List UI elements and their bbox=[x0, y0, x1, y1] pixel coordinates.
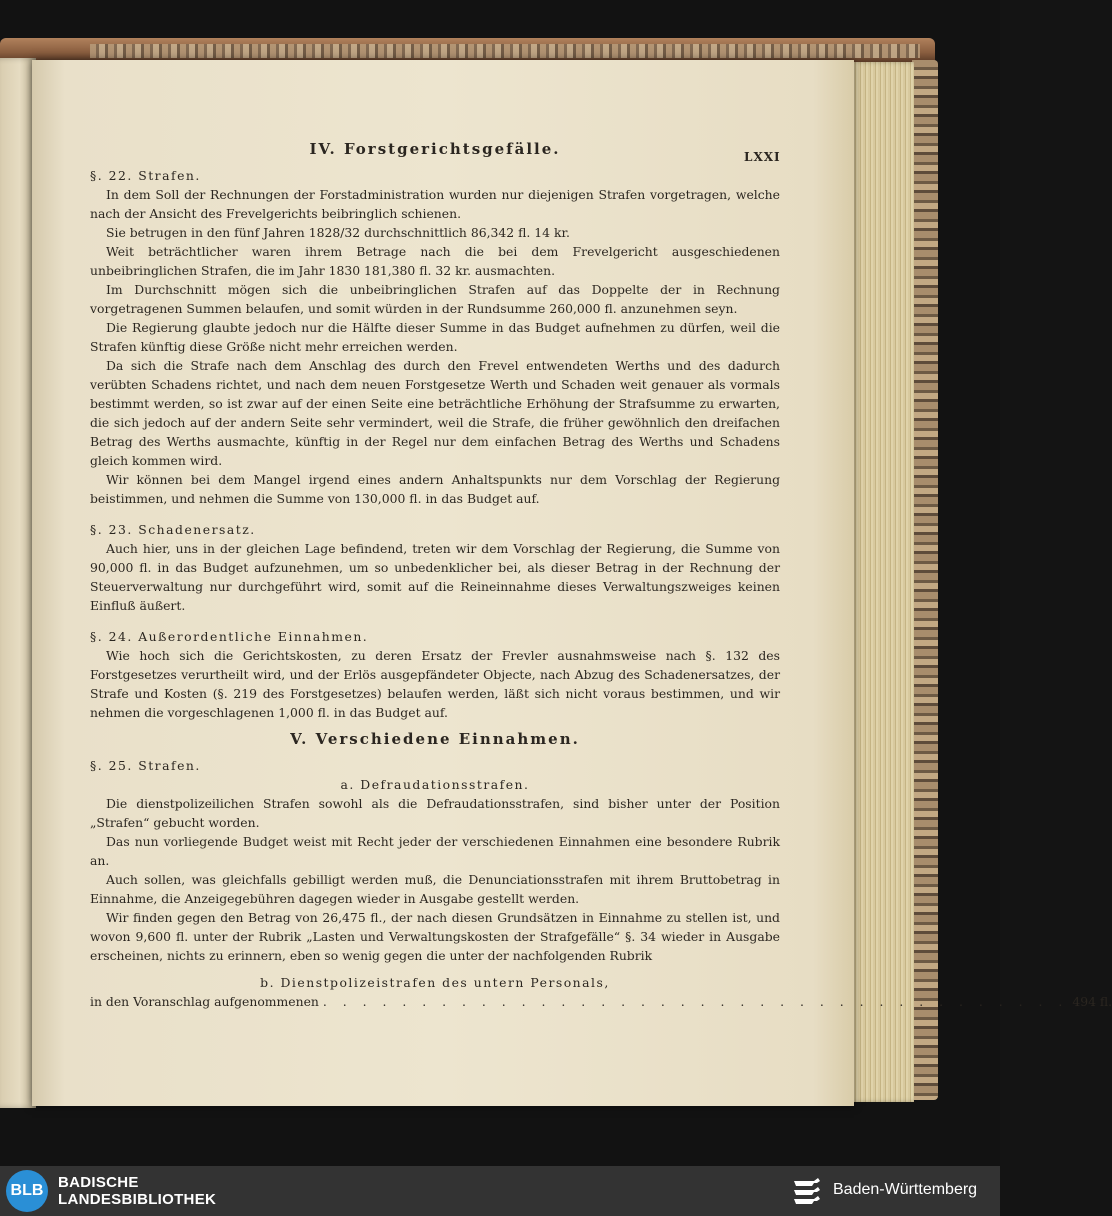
budget-line-amount: 494 fl. bbox=[1072, 994, 1112, 1009]
paragraph: Wir finden gegen den Betrag von 26,475 fl., der nach diesen Grundsätzen in Einnahme zu stellen ist, und wovon 9,600 fl. unter der Rubrik „Lasten und Verwaltungskosten der Strafgefälle“ §. 34 wieder in Ausgabe erscheinen, nichts zu erinnern, eben so wenig gegen die unter der nachfolgenden Rubrik bbox=[90, 910, 780, 963]
paragraph: Die dienstpolizeilichen Strafen sowohl als die Defraudationsstrafen, sind bisher unter der Position „Strafen“ gebucht worden. bbox=[90, 796, 780, 830]
library-name-line2: LANDESBIBLIOTHEK bbox=[58, 1191, 217, 1208]
paragraph: Da sich die Strafe nach dem Anschlag des durch den Frevel entwendeten Werths und des dadurch verübten Schadens richtet, und nach dem neuen Forstgesetze Werth und Schaden weit genauer als vormals bestimmt werden, so ist zwar auf der einen Seite eine beträchtliche Erhöhung der Strafsumme zu erwarten, die sich jedoch auf der andern Seite sehr vermindert, weil die Strafe, die früher gewöhnlich den dreifachen Betrag des Werths ausmachte, künftig in der Regel nur dem einfachen Betrag des Werths und Schadens gleich kommen wird. bbox=[90, 358, 780, 468]
paragraph: Auch hier, uns in der gleichen Lage befindend, treten wir dem Vorschlag der Regierung, die Summe von 90,000 fl. in das Budget aufzunehmen, um so unbedenklicher bei, als dieser Betrag in der Rechnung der Steuerverwaltung nur durchgeführt wird, somit auf die Reineinnahme dieses Verwaltungszweiges keinen Einfluß äußert. bbox=[90, 541, 780, 613]
library-name[interactable] bbox=[58, 1174, 216, 1208]
section-25a-title: a. Defraudationsstrafen. bbox=[340, 777, 530, 792]
section-23-body bbox=[90, 539, 780, 615]
heading-iv: IV. Forstgerichtsgefälle. bbox=[309, 140, 561, 158]
paragraph: Die Regierung glaubte jedoch nur die Hälfte dieser Summe in das Budget aufnehmen zu dürfen, weil die Strafen künftig diese Größe nicht mehr erreichen werden. bbox=[90, 320, 780, 354]
paragraph: In dem Soll der Rechnungen der Forstadministration wurden nur diejenigen Strafen vorgetragen, welche nach der Ansicht des Frevelgerichts beibringlich schienen. bbox=[90, 187, 780, 221]
viewer-footer-bar bbox=[0, 1166, 1000, 1216]
page-block-edges bbox=[848, 62, 914, 1102]
page-text-block bbox=[90, 140, 1112, 1011]
blb-logo-icon[interactable]: BLB bbox=[6, 1170, 48, 1212]
paragraph: Sie betrugen in den fünf Jahren 1828/32 durchschnittlich 86,342 fl. 14 kr. bbox=[106, 225, 570, 240]
paragraph: Im Durchschnitt mögen sich die unbeibringlichen Strafen auf das Doppelte der in Rechnung vorgetragenen Summen belaufen, und somit würden in der Rundsumme 260,000 fl. anzunehmen seyn. bbox=[90, 282, 780, 316]
budget-line-label: in den Voranschlag aufgenommenen bbox=[90, 994, 319, 1009]
paragraph: Weit beträchtlicher waren ihrem Betrage nach die bei dem Frevelgericht ausgeschiedenen unbeibringlichen Strafen, die im Jahr 1830 181,380 fl. 32 kr. ausmachten. bbox=[90, 244, 780, 278]
book-cover-right-edge bbox=[912, 60, 938, 1100]
baden-wuerttemberg-lions-icon[interactable] bbox=[791, 1174, 825, 1208]
paragraph: Wir können bei dem Mangel irgend eines andern Anhaltspunkts nur dem Vorschlag der Regierung beistimmen, und nehmen die Summe von 130,000 fl. in das Budget auf. bbox=[90, 472, 780, 506]
section-24-body bbox=[90, 646, 780, 722]
dot-leader: . . . . . . . . . . . . . . . . . . . . . . . . . . . . . . . . . . . . . . bbox=[322, 994, 1069, 1009]
section-25-title: §. 25. Strafen. bbox=[90, 758, 201, 773]
heading-v: V. Verschiedene Einnahmen. bbox=[290, 730, 580, 748]
paragraph: Auch sollen, was gleichfalls gebilligt werden muß, die Denunciationsstrafen mit ihrem Bruttobetrag in Einnahme, die Anzeigegebühren dagegen wieder in Ausgabe gestellt werden. bbox=[90, 872, 780, 906]
library-name-line1: BADISCHE bbox=[58, 1174, 139, 1191]
book-cover-marbled-edge bbox=[90, 44, 920, 58]
section-24-title: §. 24. Außerordentliche Einnahmen. bbox=[90, 629, 369, 644]
section-23-title: §. 23. Schadenersatz. bbox=[90, 522, 256, 537]
section-22-title: §. 22. Strafen. bbox=[90, 168, 201, 183]
section-22-body bbox=[90, 185, 780, 508]
budget-line bbox=[90, 992, 1112, 1011]
paragraph: Wie hoch sich die Gerichtskosten, zu deren Ersatz der Frevler ausnahmsweise nach §. 132 des Forstgesetzes verurtheilt wird, und der Erlös ausgepfändeter Objecte, nach Abzug des Schadenersatzes, der Strafe und Kosten (§. 219 des Forstgesetzes) belaufen werden, läßt sich nicht voraus bestimmen, und wir nehmen die vorgeschlagenen 1,000 fl. in das Budget auf. bbox=[90, 648, 780, 720]
page-number: LXXI bbox=[744, 150, 781, 164]
left-page-edge bbox=[0, 58, 36, 1108]
state-name[interactable]: Baden-Württemberg bbox=[833, 1181, 978, 1198]
paragraph: Das nun vorliegende Budget weist mit Recht jeder der verschiedenen Einnahmen eine besondere Rubrik an. bbox=[90, 834, 780, 868]
section-25a-body bbox=[90, 794, 780, 965]
section-25b-title: b. Dienstpolizeistrafen des untern Personals, bbox=[260, 975, 610, 990]
